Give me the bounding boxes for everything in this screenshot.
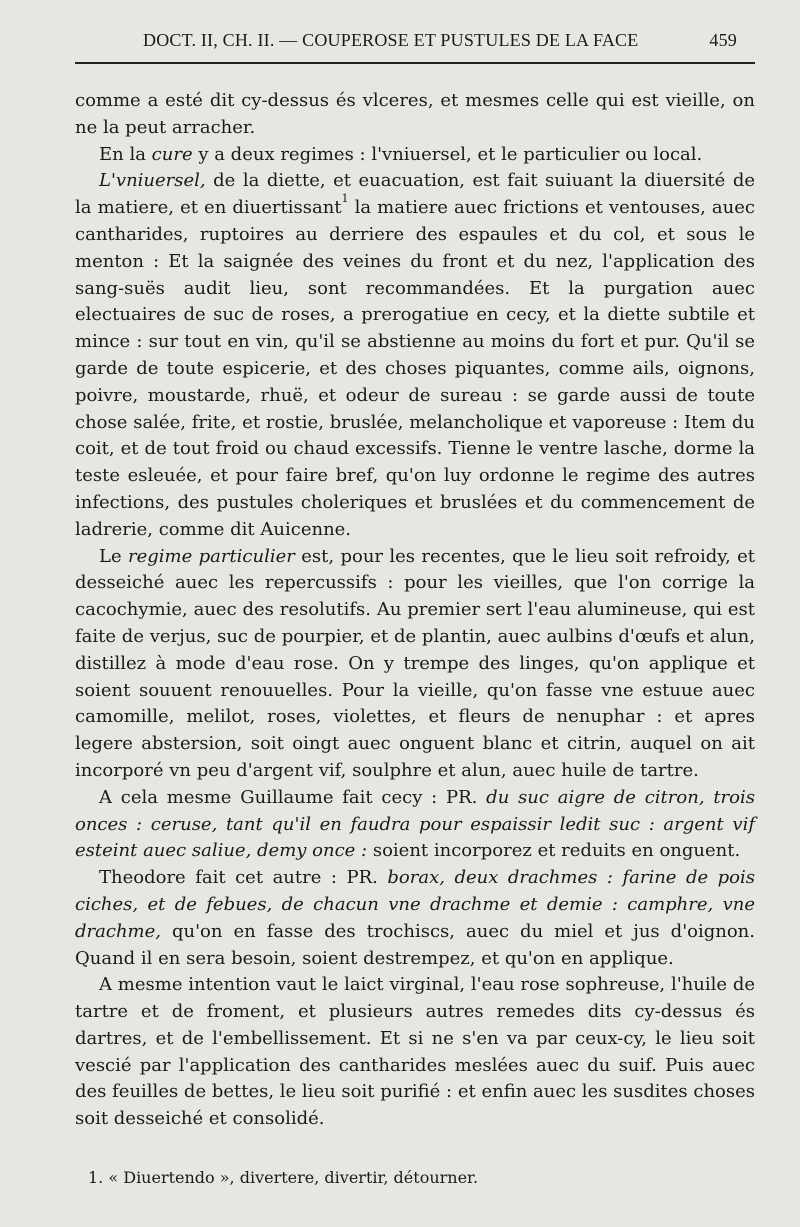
footnote-text: « Diuertendo », divertere, divertir, détourner. bbox=[108, 1168, 479, 1187]
footnote-marker: 1. bbox=[88, 1168, 104, 1187]
paragraph-7: A mesme intention vaut le laict virginal, l'eau rose sophreuse, l'huile de tartre et de froment, et plusieurs autres remedes dits cy-dessus és dartres, et de l'embellissement. Et si ne s'en va par ceux-cy, le lieu soit vescié par l'application des cantharides meslées auec du suif. Puis auec des feuilles de bettes, le lieu soit purifié : et enfin auec les susdites choses soit desseiché et consolidé. bbox=[75, 974, 755, 1130]
paragraph-5: A cela mesme Guillaume fait cecy : PR. du suc aigre de citron, trois onces : ceruse, tant qu'il en faudra pour espaissir ledit suc : argent vif esteint auec saliue, demy once : soient incorporez et reduits en onguent. bbox=[75, 786, 755, 862]
footnote-ref[interactable]: 1 bbox=[341, 192, 349, 206]
paragraph-4: Le regime particulier est, pour les recentes, que le lieu soit refroidy, et desseiché auec les repercussifs : pour les vieilles, que l'on corrige la cacochymie, auec des resolutifs. Au premier sert l'eau alumineuse, qui est faite de verjus, suc de pourpier, et de plantin, auec aulbins d'œufs et alun, distillez à mode d'eau rose. On y trempe des linges, qu'on applique et soient souuent renouuelles. Pour la vieille, qu'on fasse vne estuue auec camomille, melilot, roses, violettes, et fleurs de nenuphar : et apres legere abstersion, soit oingt auec onguent blanc et citrin, auquel on ait incorporé vn peu d'argent vif, soulphre et alun, auec huile de tartre. bbox=[75, 545, 756, 781]
running-title: DOCT. II, CH. II. — COUPEROSE ET PUSTULES DE LA FACE bbox=[143, 30, 639, 50]
body-text bbox=[75, 88, 755, 1133]
paragraph-2: En la cure y a deux regimes : l'vniuersel, et le particulier ou local. bbox=[99, 143, 703, 165]
paragraph-1: comme a esté dit cy-dessus és vlceres, et mesmes celle qui est vieille, on ne la peut arracher. bbox=[75, 90, 755, 138]
page-number: 459 bbox=[709, 30, 737, 50]
header-rule bbox=[75, 62, 755, 64]
paragraph-3: L'vniuersel, de la diette, et euacuation, est fait suiuant la diuersité de la matiere, et en diuertissant$^1$ la matiere auec frictions et ventouses, auec cantharides, ruptoires au derriere des espaules et du col, et sous le menton : Et la saignée des veines du front et du nez, l'application des sang-suës audit lieu, sont recommandées. Et la purgation auec electuaires de suc de roses, a prerogatiue en cecy, et la diette subtile et mince : sur tout en vin, qu'il se abstienne au moins du fort et pur. Qu'il se garde de toute espicerie, et des choses piquantes, comme ails, oignons, poivre, moustarde, rhuë, et odeur de sureau : se garde aussi de toute chose salée, frite, et rostie, bruslée, melancholique et vaporeuse : Item du coit, et de tout froid ou chaud excessifs. Tienne le ventre lasche, dorme la teste esleuée, et pour faire bref, qu'on luy ordonne le regime des autres infections, des pustules choleriques et bruslées et du commencement de ladrerie, comme dit Auicenne. bbox=[75, 170, 755, 540]
paragraph-6: Theodore fait cet autre : PR. borax, deux drachmes : farine de pois ciches, et de febues, de chacun vne drachme et demie : camphre, vne drachme, qu'on en fasse des trochiscs, auec du miel et jus d'oignon. Quand il en sera besoin, soient destrempez, et qu'on en applique. bbox=[75, 867, 755, 969]
footnote bbox=[88, 1168, 748, 1187]
